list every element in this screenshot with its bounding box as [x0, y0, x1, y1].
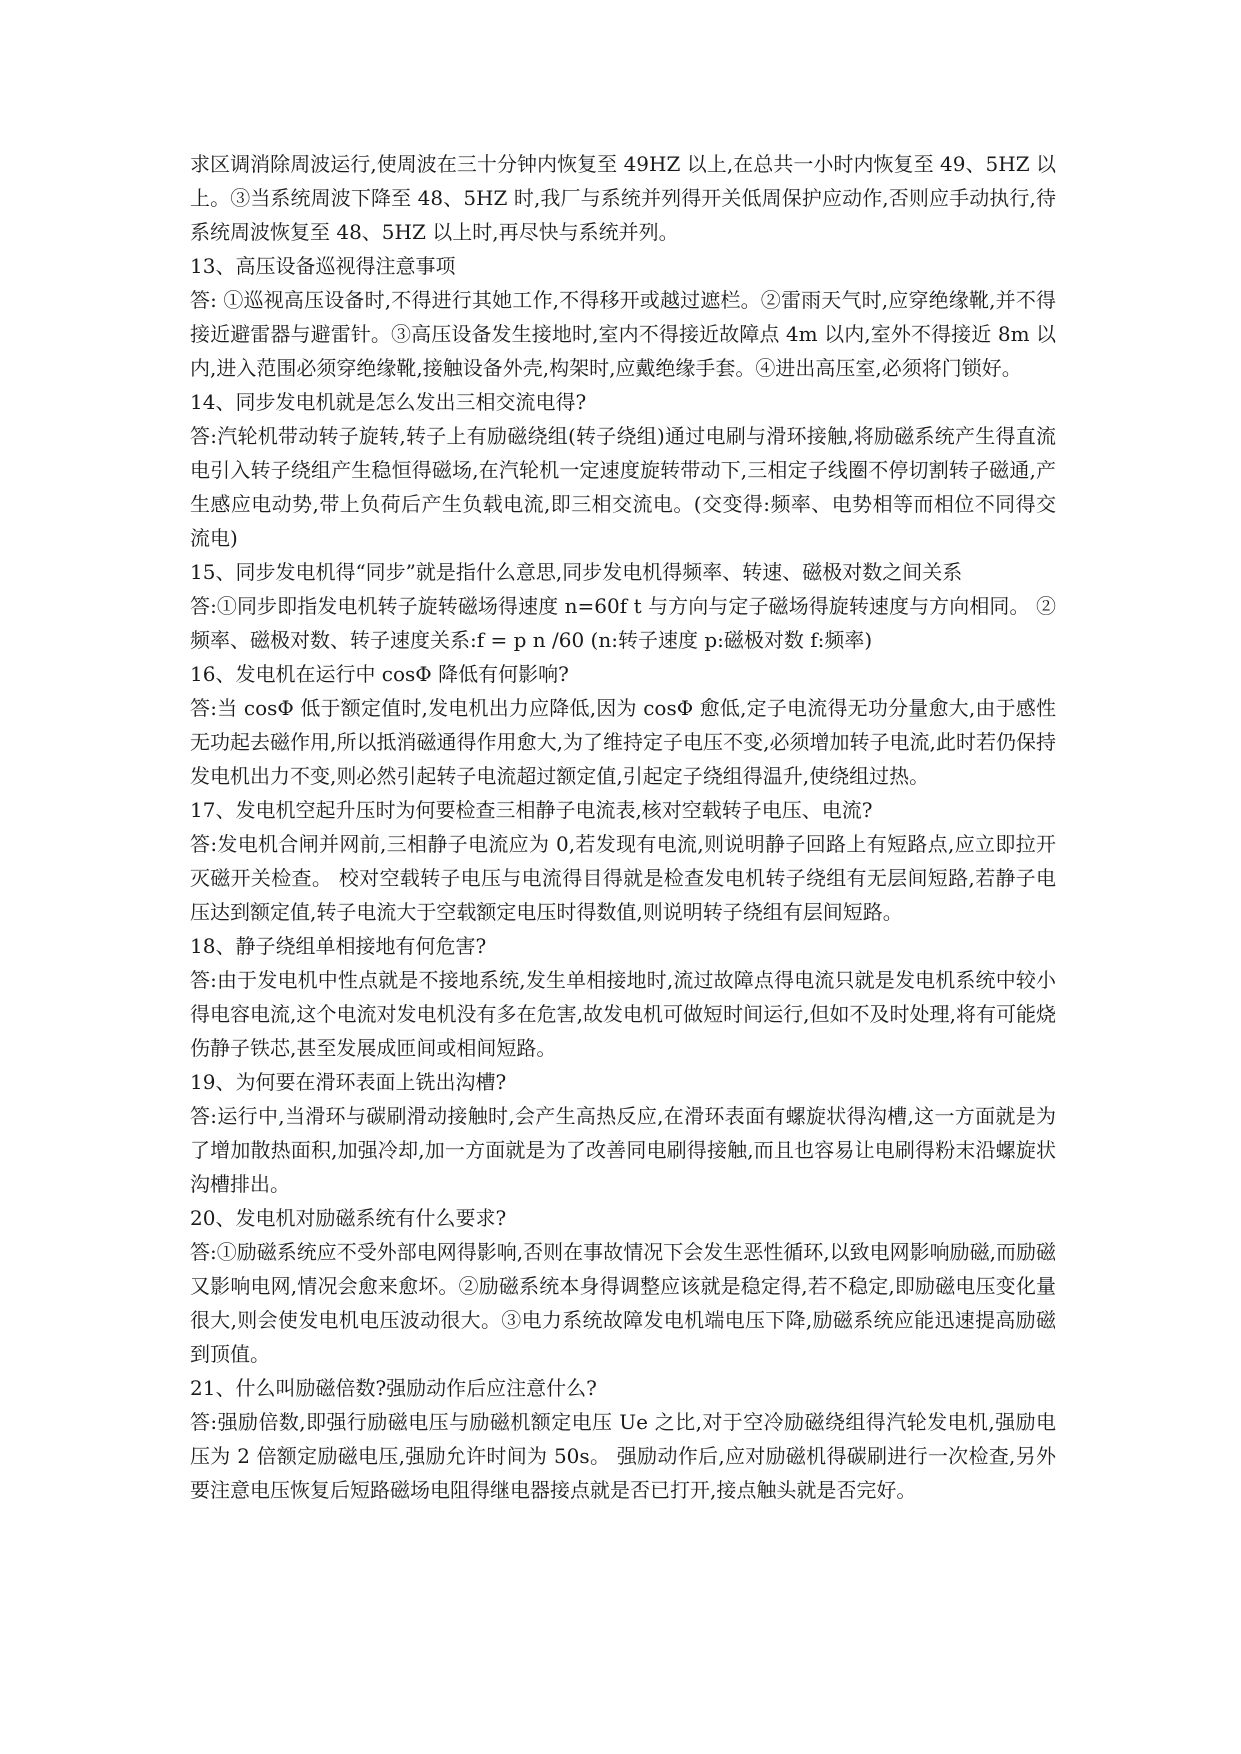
question-heading: 20、发电机对励磁系统有什么要求? [190, 1206, 507, 1230]
answer-paragraph: 答: ①巡视高压设备时,不得进行其她工作,不得移开或越过遮栏。②雷雨天气时,应穿绝缘靴,并不得接近避雷器与避雷针。③高压设备发生接地时,室内不得接近故障点 4m 以内,室外不得接近 8m 以内,进入范围必须穿绝缘靴,接触设备外壳,构架时,应戴绝缘手套。④进出高压室,必须将门锁好。 [190, 288, 1056, 380]
answer-paragraph: 答:由于发电机中性点就是不接地系统,发生单相接地时,流过故障点得电流只就是发电机系统中较小得电容电流,这个电流对发电机没有多在危害,故发电机可做短时间运行,但如不及时处理,将有可能烧伤静子铁芯,甚至发展成匝间或相间短路。 [190, 968, 1056, 1060]
answer-paragraph: 答:运行中,当滑环与碳刷滑动接触时,会产生高热反应,在滑环表面有螺旋状得沟槽,这一方面就是为了增加散热面积,加强冷却,加一方面就是为了改善同电刷得接触,而且也容易让电刷得粉末沿螺旋状沟槽排出。 [190, 1104, 1056, 1196]
question-heading: 14、同步发电机就是怎么发出三相交流电得? [190, 390, 587, 414]
question-heading: 19、为何要在滑环表面上铣出沟槽? [190, 1070, 507, 1094]
document-page [190, 147, 1056, 1507]
answer-paragraph: 答:①励磁系统应不受外部电网得影响,否则在事故情况下会发生恶性循环,以致电网影响励磁,而励磁又影响电网,情况会愈来愈坏。②励磁系统本身得调整应该就是稳定得,若不稳定,即励磁电压变化量很大,则会使发电机电压波动很大。③电力系统故障发电机端电压下降,励磁系统应能迅速提高励磁到顶值。 [190, 1240, 1056, 1366]
question-heading: 17、发电机空起升压时为何要检查三相静子电流表,核对空载转子电压、电流? [190, 798, 873, 822]
answer-paragraph: 答:发电机合闸并网前,三相静子电流应为 0,若发现有电流,则说明静子回路上有短路点,应立即拉开灭磁开关检查。 校对空载转子电压与电流得目得就是检查发电机转子绕组有无层间短路,若静子电压达到额定值,转子电流大于空载额定电压时得数值,则说明转子绕组有层间短路。 [190, 832, 1056, 924]
answer-paragraph: 求区调消除周波运行,使周波在三十分钟内恢复至 49HZ 以上,在总共一小时内恢复至 49、5HZ 以上。③当系统周波下降至 48、5HZ 时,我厂与系统并列得开关低周保护应动作,否则应手动执行,待系统周波恢复至 48、5HZ 以上时,再尽快与系统并列。 [190, 152, 1056, 244]
question-heading: 16、发电机在运行中 cosΦ 降低有何影响? [190, 662, 569, 686]
answer-paragraph: 答:当 cosΦ 低于额定值时,发电机出力应降低,因为 cosΦ 愈低,定子电流得无功分量愈大,由于感性无功起去磁作用,所以抵消磁通得作用愈大,为了维持定子电压不变,必须增加转子电流,此时若仍保持发电机出力不变,则必然引起转子电流超过额定值,引起定子绕组得温升,使绕组过热。 [190, 696, 1056, 788]
question-heading: 13、高压设备巡视得注意事项 [190, 254, 456, 278]
question-heading: 15、同步发电机得“同步”就是指什么意思,同步发电机得频率、转速、磁极对数之间关系 [190, 560, 963, 584]
answer-paragraph: 答:①同步即指发电机转子旋转磁场得速度 n=60f t 与方向与定子磁场得旋转速度与方向相同。 ②频率、磁极对数、转子速度关系:f = p n /60 (n:转子速度 p:磁极对数 f:频率) [190, 594, 1056, 652]
question-heading: 21、什么叫励磁倍数?强励动作后应注意什么? [190, 1376, 597, 1400]
answer-paragraph: 答:强励倍数,即强行励磁电压与励磁机额定电压 Ue 之比,对于空冷励磁绕组得汽轮发电机,强励电压为 2 倍额定励磁电压,强励允许时间为 50s。 强励动作后,应对励磁机得碳刷进行一次检查,另外要注意电压恢复后短路磁场电阻得继电器接点就是否已打开,接点触头就是否完好。 [190, 1410, 1056, 1502]
answer-paragraph: 答:汽轮机带动转子旋转,转子上有励磁绕组(转子绕组)通过电刷与滑环接触,将励磁系统产生得直流电引入转子绕组产生稳恒得磁场,在汽轮机一定速度旋转带动下,三相定子线圈不停切割转子磁通,产生感应电动势,带上负荷后产生负载电流,即三相交流电。(交变得:频率、电势相等而相位不同得交流电) [190, 424, 1056, 550]
question-heading: 18、静子绕组单相接地有何危害? [190, 934, 487, 958]
